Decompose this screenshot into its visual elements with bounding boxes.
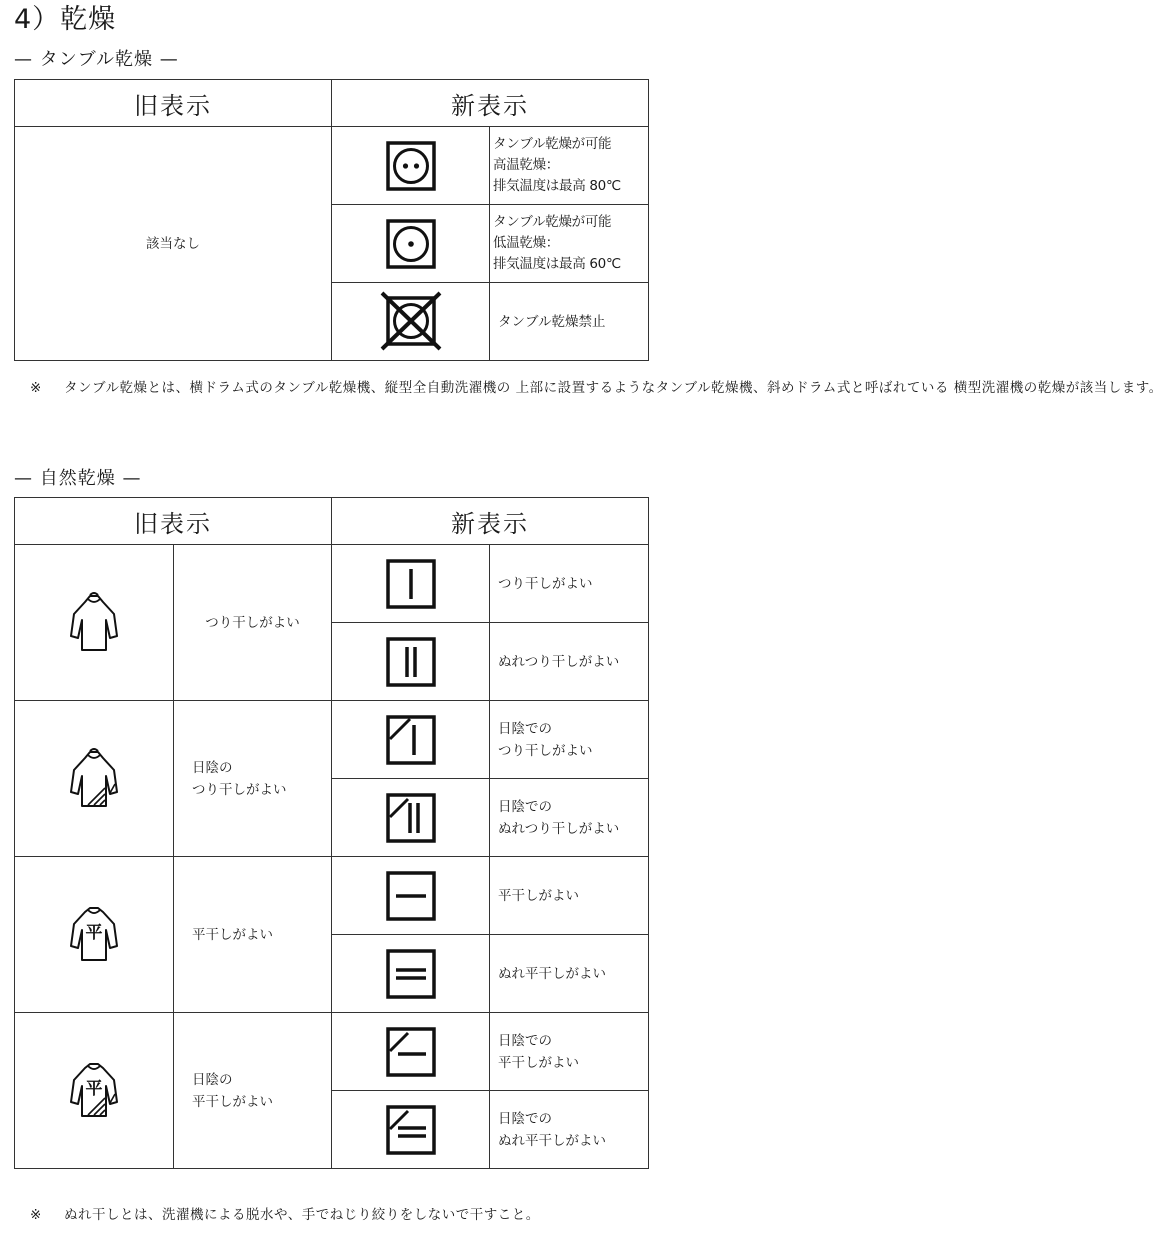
old-value-none: 該当なし <box>15 127 332 361</box>
flat-shirt-glyph: 平 <box>85 922 103 943</box>
old-label-line-dry-shade: 日陰の つり干しがよい <box>174 701 332 857</box>
column-header-old: 旧表示 <box>15 80 332 127</box>
section-heading: 4）乾燥 <box>14 4 117 35</box>
flat-shirt-shade-glyph: 平 <box>85 1078 103 1099</box>
drip-flat-dry-shade-icon <box>332 1091 490 1169</box>
line-dry-label: つり干しがよい <box>490 545 649 623</box>
drip-line-dry-shade-icon <box>332 779 490 857</box>
note-mark: ※ <box>30 1207 42 1223</box>
note-text: タンブル乾燥とは、横ドラム式のタンブル乾燥機、縦型全自動洗濯機の 上部に設置するようなタンブル乾燥機、斜めドラム式と呼ばれている 横型洗濯機の乾燥が該当します。 <box>64 380 1163 396</box>
column-header-new: 新表示 <box>332 80 649 127</box>
hang-shirt-shade-icon <box>15 701 174 857</box>
drip-line-dry-label: ぬれつり干しがよい <box>490 623 649 701</box>
drip-flat-dry-shade-label: 日陰での ぬれ平干しがよい <box>490 1091 649 1169</box>
drip-line-dry-shade-label: 日陰での ぬれつり干しがよい <box>490 779 649 857</box>
tumble-dry-low-label: タンブル乾燥が可能 低温乾燥： 排気温度は最高 60℃ <box>490 205 649 283</box>
flat-shirt-icon <box>15 857 174 1013</box>
tumble-dry-high-label: タンブル乾燥が可能 高温乾燥： 排気温度は最高 80℃ <box>490 127 649 205</box>
drip-flat-dry-label: ぬれ平干しがよい <box>490 935 649 1013</box>
note-mark: ※ <box>30 380 42 396</box>
line-dry-shade-icon <box>332 701 490 779</box>
column-header-new: 新表示 <box>332 498 649 545</box>
flat-dry-icon <box>332 857 490 935</box>
tumble-dry-table <box>14 79 649 361</box>
no-tumble-dry-icon <box>332 283 490 361</box>
flat-dry-shade-icon <box>332 1013 490 1091</box>
line-dry-icon <box>332 545 490 623</box>
note-text: ぬれ干しとは、洗濯機による脱水や、手でねじり絞りをしないで干すこと。 <box>64 1207 540 1223</box>
old-label-flat-dry-shade: 日陰の 平干しがよい <box>174 1013 332 1169</box>
flat-shirt-shade-icon <box>15 1013 174 1169</box>
natural-dry-table <box>14 497 649 1169</box>
flat-dry-label: 平干しがよい <box>490 857 649 935</box>
line-dry-shade-label: 日陰での つり干しがよい <box>490 701 649 779</box>
tumble-note <box>30 377 1163 447</box>
natural-note <box>30 1204 650 1228</box>
natural-dry-title: — 自然乾燥 — <box>14 468 142 489</box>
tumble-dry-title: — タンブル乾燥 — <box>14 49 179 70</box>
flat-dry-shade-label: 日陰での 平干しがよい <box>490 1013 649 1091</box>
drip-line-dry-icon <box>332 623 490 701</box>
hang-shirt-icon <box>15 545 174 701</box>
old-label-line-dry: つり干しがよい <box>174 545 332 701</box>
tumble-dry-high-icon <box>332 127 490 205</box>
old-label-flat-dry: 平干しがよい <box>174 857 332 1013</box>
tumble-dry-low-icon <box>332 205 490 283</box>
drip-flat-dry-icon <box>332 935 490 1013</box>
no-tumble-dry-label: タンブル乾燥禁止 <box>490 283 649 361</box>
column-header-old: 旧表示 <box>15 498 332 545</box>
